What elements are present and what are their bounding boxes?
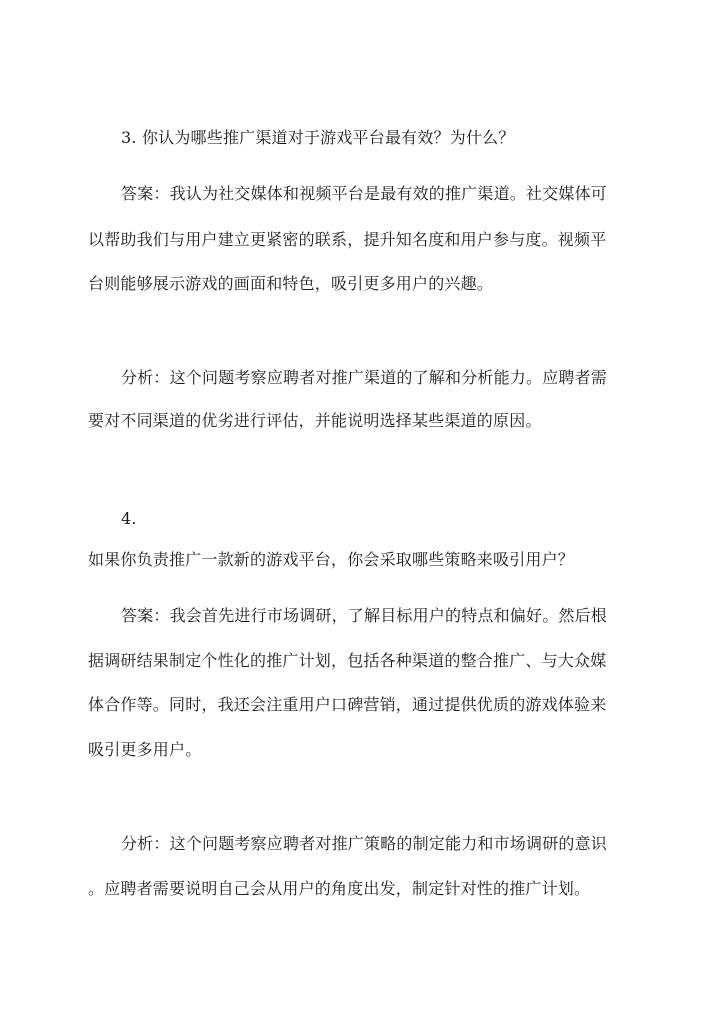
q3-answer-line-3: 台则能够展示游戏的画面和特色，吸引更多用户的兴趣。 (88, 274, 494, 293)
q3-analysis-line-2: 要对不同渠道的优劣进行评估，并能说明选择某些渠道的原因。 (88, 411, 542, 430)
q4-answer-line-4: 吸引更多用户。 (88, 740, 202, 759)
q3-answer-line-1: 答案：我认为社交媒体和视频平台是最有效的推广渠道。社交媒体可 (121, 184, 608, 203)
q3-analysis-line-1: 分析：这个问题考察应聘者对推广渠道的了解和分析能力。应聘者需 (121, 368, 608, 387)
q4-answer-line-2: 据调研结果制定个性化的推广计划，包括各种渠道的整合推广、与大众媒 (88, 651, 607, 670)
question-3-text: 3. 你认为哪些推广渠道对于游戏平台最有效？为什么？ (121, 128, 515, 147)
q4-answer-line-3: 体合作等。同时，我还会注重用户口碑营销，通过提供优质的游戏体验来 (88, 695, 607, 714)
q3-answer-line-2: 以帮助我们与用户建立更紧密的联系，提升知名度和用户参与度。视频平 (88, 230, 607, 249)
q4-analysis-line-1: 分析：这个问题考察应聘者对推广策略的制定能力和市场调研的意识 (121, 834, 608, 853)
question-4-number: 4. (121, 509, 137, 528)
question-4-text: 如果你负责推广一款新的游戏平台，你会采取哪些策略来吸引用户？ (88, 550, 575, 569)
q4-answer-line-1: 答案：我会首先进行市场调研，了解目标用户的特点和偏好。然后根 (121, 606, 608, 625)
q4-analysis-line-2: 。应聘者需要说明自己会从用户的角度出发，制定针对性的推广计划。 (88, 879, 591, 898)
